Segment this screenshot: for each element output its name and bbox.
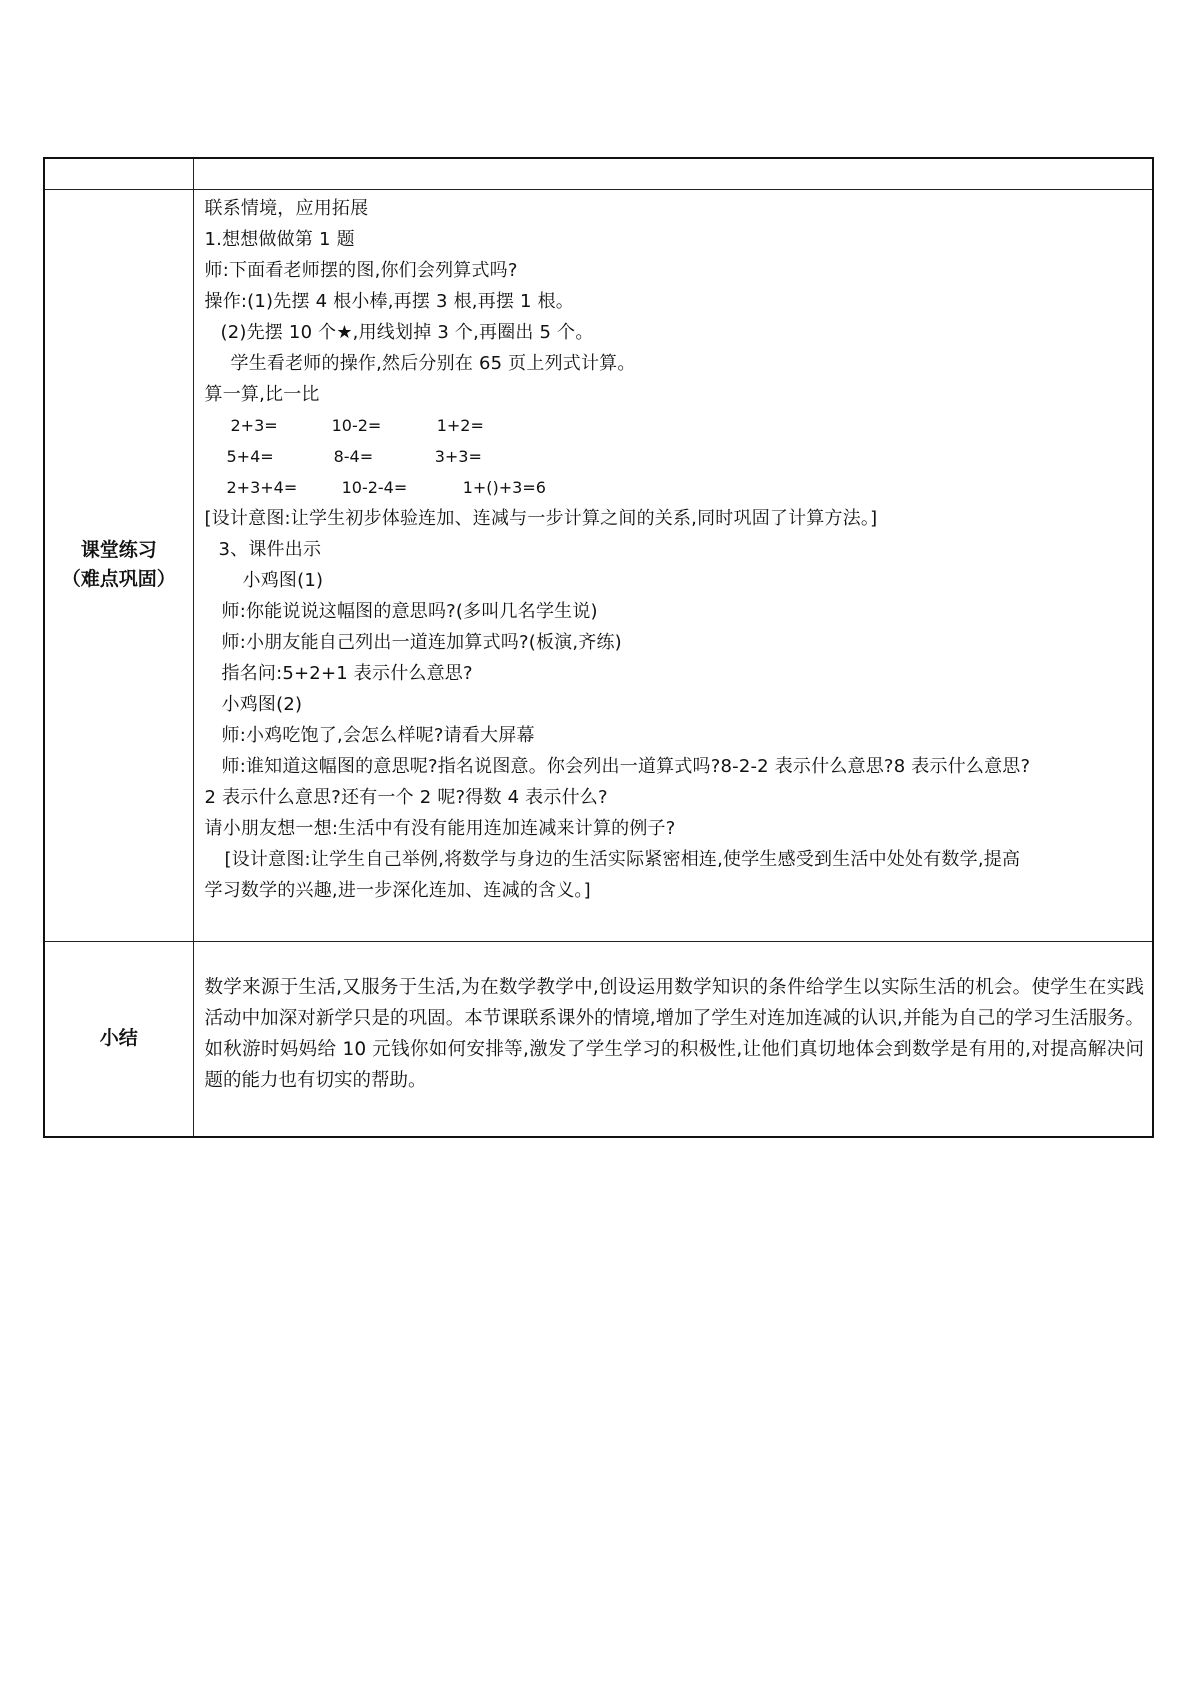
lesson-plan-table [43,157,1154,1138]
teacher-question-4: 师:小鸡吃饱了,会怎么样呢?请看大屏幕 [221,724,535,746]
design-intent-1: [设计意图:让学生初步体验连加、连减与一步计算之间的关系,同时巩固了计算方法。] [204,507,878,529]
header-content-cell [193,158,1153,189]
calc-row [205,441,1145,472]
operation-step-1: 操作:(1)先摆 4 根小棒,再摆 3 根,再摆 1 根。 [204,290,574,312]
calc-item: 3+3= [434,446,482,466]
practice-row [44,189,1153,941]
practice-label-subtitle: （难点巩固） [61,568,176,590]
student-think-prompt: 请小朋友想一想:生活中有没有能用连加连减来计算的例子? [204,817,676,839]
calc-item: 2+3+4= [226,477,298,497]
calc-item: 5+4= [226,446,274,466]
summary-label-cell: 小结 [44,941,193,1137]
calc-item: 2+3= [230,415,278,435]
header-label-cell [44,158,193,189]
teacher-question-5: 师:谁知道这幅图的意思呢?指名说图意。你会列出一道算式吗?8-2-2 表示什么意思?8 表示什么意思? [221,755,1031,777]
calc-item: 8-4= [333,446,374,466]
teacher-question: 师:下面看老师摆的图,你们会列算式吗? [204,259,518,281]
named-question: 指名问:5+2+1 表示什么意思? [221,662,473,684]
chick-picture-2: 小鸡图(2) [221,693,303,715]
teacher-question-5-cont: 2 表示什么意思?还有一个 2 呢?得数 4 表示什么? [204,786,608,808]
calc-row [205,410,1145,441]
teacher-question-3: 师:小朋友能自己列出一道连加算式吗?(板演,齐练) [221,631,622,653]
practice-label-title: 课堂练习 [80,539,157,561]
header-row [44,158,1153,189]
teacher-question-2: 师:你能说说这幅图的意思吗?(多叫几名学生说) [221,600,598,622]
student-activity: 学生看老师的操作,然后分别在 65 页上列式计算。 [230,352,636,374]
summary-content-cell [193,941,1153,1137]
chick-picture-1: 小鸡图(1) [242,569,324,591]
section-heading: 联系情境，应用拓展 [204,197,369,219]
design-intent-2: [设计意图:让学生自己举例,将数学与身边的生活实际紧密相连,使学生感受到生活中处处有数学,提高 [224,848,1021,870]
summary-row [44,941,1153,1137]
practice-label-cell [44,189,193,941]
calc-item: 10-2-4= [341,477,408,497]
calc-item: 10-2= [331,415,382,435]
courseware-heading: 3、课件出示 [218,538,322,560]
calc-item: 1+()+3=6 [462,477,546,497]
exercise-title: 1.想想做做第 1 题 [204,228,355,250]
calc-item: 1+2= [436,415,484,435]
design-intent-2-cont: 学习数学的兴趣,进一步深化连加、连减的含义。] [204,879,591,901]
practice-content-cell [193,189,1153,941]
operation-step-2: (2)先摆 10 个★,用线划掉 3 个,再圈出 5 个。 [220,321,594,343]
calc-heading: 算一算,比一比 [204,383,320,405]
calc-row [205,472,1145,503]
summary-text: 数学来源于生活,又服务于生活,为在数学教学中,创设运用数学知识的条件给学生以实际生活的机会。使学生在实践活动中加深对新学只是的巩固。本节课联系课外的情境,增加了学生对连加连减的认识,并能为自己的学习生活服务。如秋游时妈妈给 10 元钱你如何安排等,激发了学生学习的积极性,让他们真切地体会到数学是有用的,对提高解决问题的能力也有切实的帮助。 [204,976,1144,1091]
